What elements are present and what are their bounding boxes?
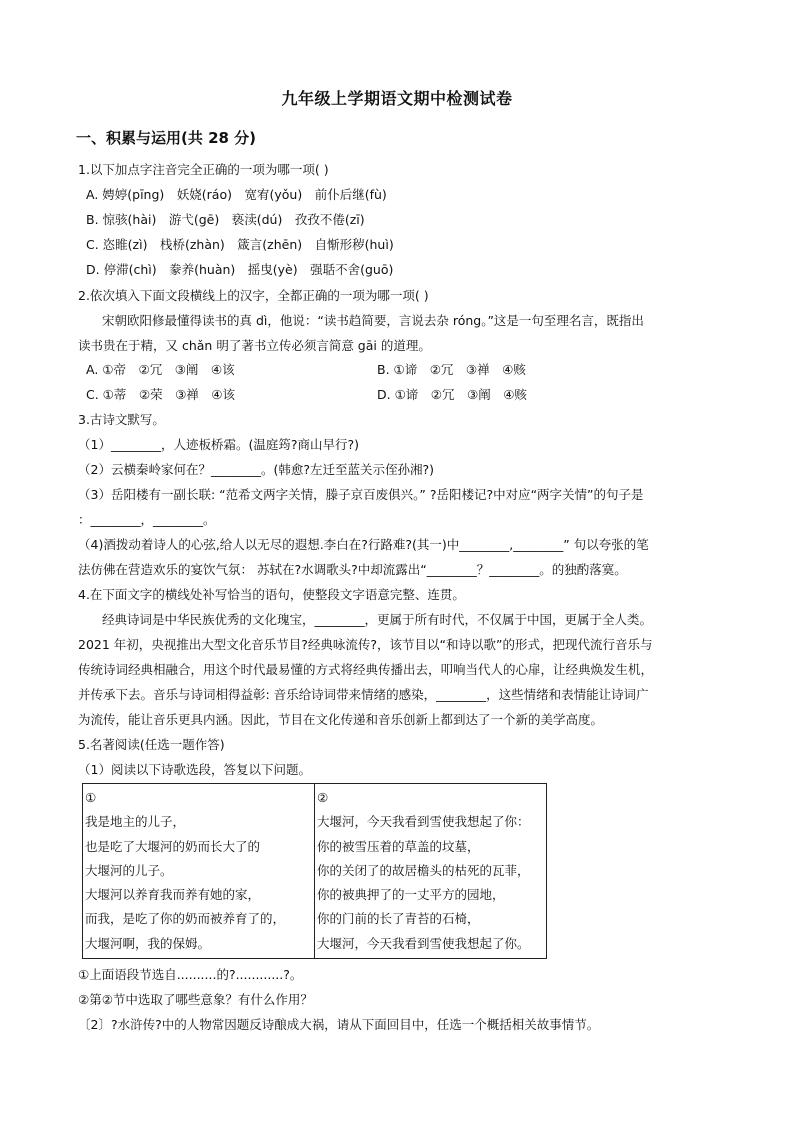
q4-passage-line5: 为流传，能让音乐更具内涵。因此，节目在文化传递和音乐创新上都到达了一个新的美学高度。 (78, 712, 604, 727)
q3-item1: （1）________，人迹板桥霜。(温庭筠?商山早行?) (78, 437, 359, 452)
poem-right-line: 大堰河，今天我看到雪使我想起了你： (317, 814, 530, 830)
q4-stem: 4.在下面文字的横线处补写恰当的语句，使整段文字语意完整、连贯。 (78, 587, 465, 602)
q5-stem: 5.名著阅读(任选一题作答) (78, 737, 225, 752)
poem-left-line: 大堰河啊，我的保姆。 (85, 935, 211, 951)
q5-sub2: 〔2〕?水浒传?中的人物常因题反诗酿成大祸，请从下面回目中，任选一个概括相关故事情节。 (78, 1017, 600, 1032)
q3-item3-blanks: ：________，________。 (78, 512, 216, 527)
q3-item4: （4)酒拨动着诗人的心弦,给人以无尽的遐想.李白在?行路难?(其一)中________,________” 句以夸张的笔 (78, 537, 649, 552)
poem-right-line: ② (317, 790, 329, 805)
poem-left-line: 也是吃了大堰河的奶而长大了的 (85, 838, 261, 854)
q1-option-d: D. 停滞(chì) 豢养(huàn) 摇曳(yè) 强聒不舍(guō) (86, 262, 394, 277)
q5-sub1: （1）阅读以下诗歌选段，答复以下问题。 (78, 762, 311, 777)
q4-passage-line3: 传统诗词经典相融合，用这个时代最易懂的方式将经典传播出去，叩响当代人的心扉，让经典焕发生机， (78, 662, 654, 677)
poem-left-cell (83, 784, 314, 958)
q5-question-b: ②第②节中选取了哪些意象？有什么作用？ (78, 992, 313, 1007)
poem-right-line: 你的关闭了的故居檐头的枯死的瓦菲， (317, 862, 530, 878)
poem-left-line: ① (85, 790, 97, 805)
q1-stem: 1.以下加点字注音完全正确的一项为哪一项( ) (78, 162, 329, 177)
q5-question-a: ①上面语段节选自..........的?............?。 (78, 967, 303, 982)
q3-item3: （3）岳阳楼有一副长联: “范希文两字关情，滕子京百废俱兴。” ?岳阳楼记?中对应“两字关情”的句子是 (78, 487, 644, 502)
q2-passage-line2: 读书贵在于精，又 chǎn 明了著书立传必须言简意 gāi 的道理。 (78, 338, 431, 353)
q1-option-a: A. 娉婷(pīng) 妖娆(ráo) 宽宥(yǒu) 前仆后继(fù) (86, 187, 387, 202)
q2-stem: 2.依次填入下面文段横线上的汉字，全都正确的一项为哪一项( ) (78, 288, 429, 303)
poem-right-cell (314, 784, 546, 958)
q1-option-c: C. 恣睢(zì) 栈桥(zhàn) 箴言(zhēn) 自惭形秽(huì) (86, 237, 394, 252)
section-heading: 一、积累与运用(共 28 分) (76, 129, 257, 147)
poem-left-line: 大堰河的儿子。 (85, 862, 173, 878)
q4-passage-line4: 并传承下去。音乐与诗词相得益彰: 音乐给诗词带来情绪的感染，________，这些情绪和表情能让诗词广 (78, 687, 649, 702)
q3-stem: 3.古诗文默写。 (78, 412, 165, 427)
poem-left-line: 而我，是吃了你的奶而被养育了的， (85, 911, 286, 927)
q3-item2: （2）云横秦岭家何在？________。(韩愈?左迁至蓝关示侄孙湘?) (78, 462, 434, 477)
q2-option-a: A. ①帝 ②冗 ③阐 ④该 (86, 362, 235, 377)
exam-title: 九年级上学期语文期中检测试卷 (281, 89, 513, 108)
poem-right-line: 你的被雪压着的草盖的坟墓， (317, 838, 480, 854)
q2-option-c: C. ①蒂 ②荣 ③禅 ④该 (86, 387, 235, 402)
q1-option-b: B. 惊骇(hài) 游弋(gē) 亵渎(dú) 孜孜不倦(zī) (86, 212, 365, 227)
q2-option-b: B. ①谛 ②冗 ③禅 ④赅 (377, 362, 526, 377)
poem-right-line: 你的门前的长了青苔的石椅， (317, 911, 480, 927)
poem-table (82, 783, 547, 959)
poem-right-line: 你的被典押了的一丈平方的园地， (317, 887, 505, 903)
q4-passage-line1: 经典诗词是中华民族优秀的文化瑰宝，________，更属于所有时代，不仅属于中国，更属于全人类。 (102, 612, 653, 627)
q2-passage-line1: 宋朝欧阳修最懂得读书的真 dì，他说：“读书趋简要，言说去杂 róng。”这是一句至理名言，既指出 (102, 313, 644, 328)
poem-left-line: 我是地主的儿子， (85, 814, 186, 830)
q3-item4-cont: 法仿佛在营造欢乐的宴饮气氛： 苏轼在?水调歌头?中却流露出“________？________。的独酌落寞。 (78, 562, 627, 577)
poem-left-line: 大堰河以养育我而养有她的家， (85, 887, 261, 903)
q2-option-d: D. ①谛 ②冗 ③阐 ④赅 (377, 387, 527, 402)
poem-right-line: 大堰河，今天我看到雪使我想起了你。 (317, 935, 530, 951)
q4-passage-line2: 2021 年初，央视推出大型文化音乐节目?经典咏流传?，该节目以“和诗以歌”的形式，把现代流行音乐与 (78, 637, 653, 652)
